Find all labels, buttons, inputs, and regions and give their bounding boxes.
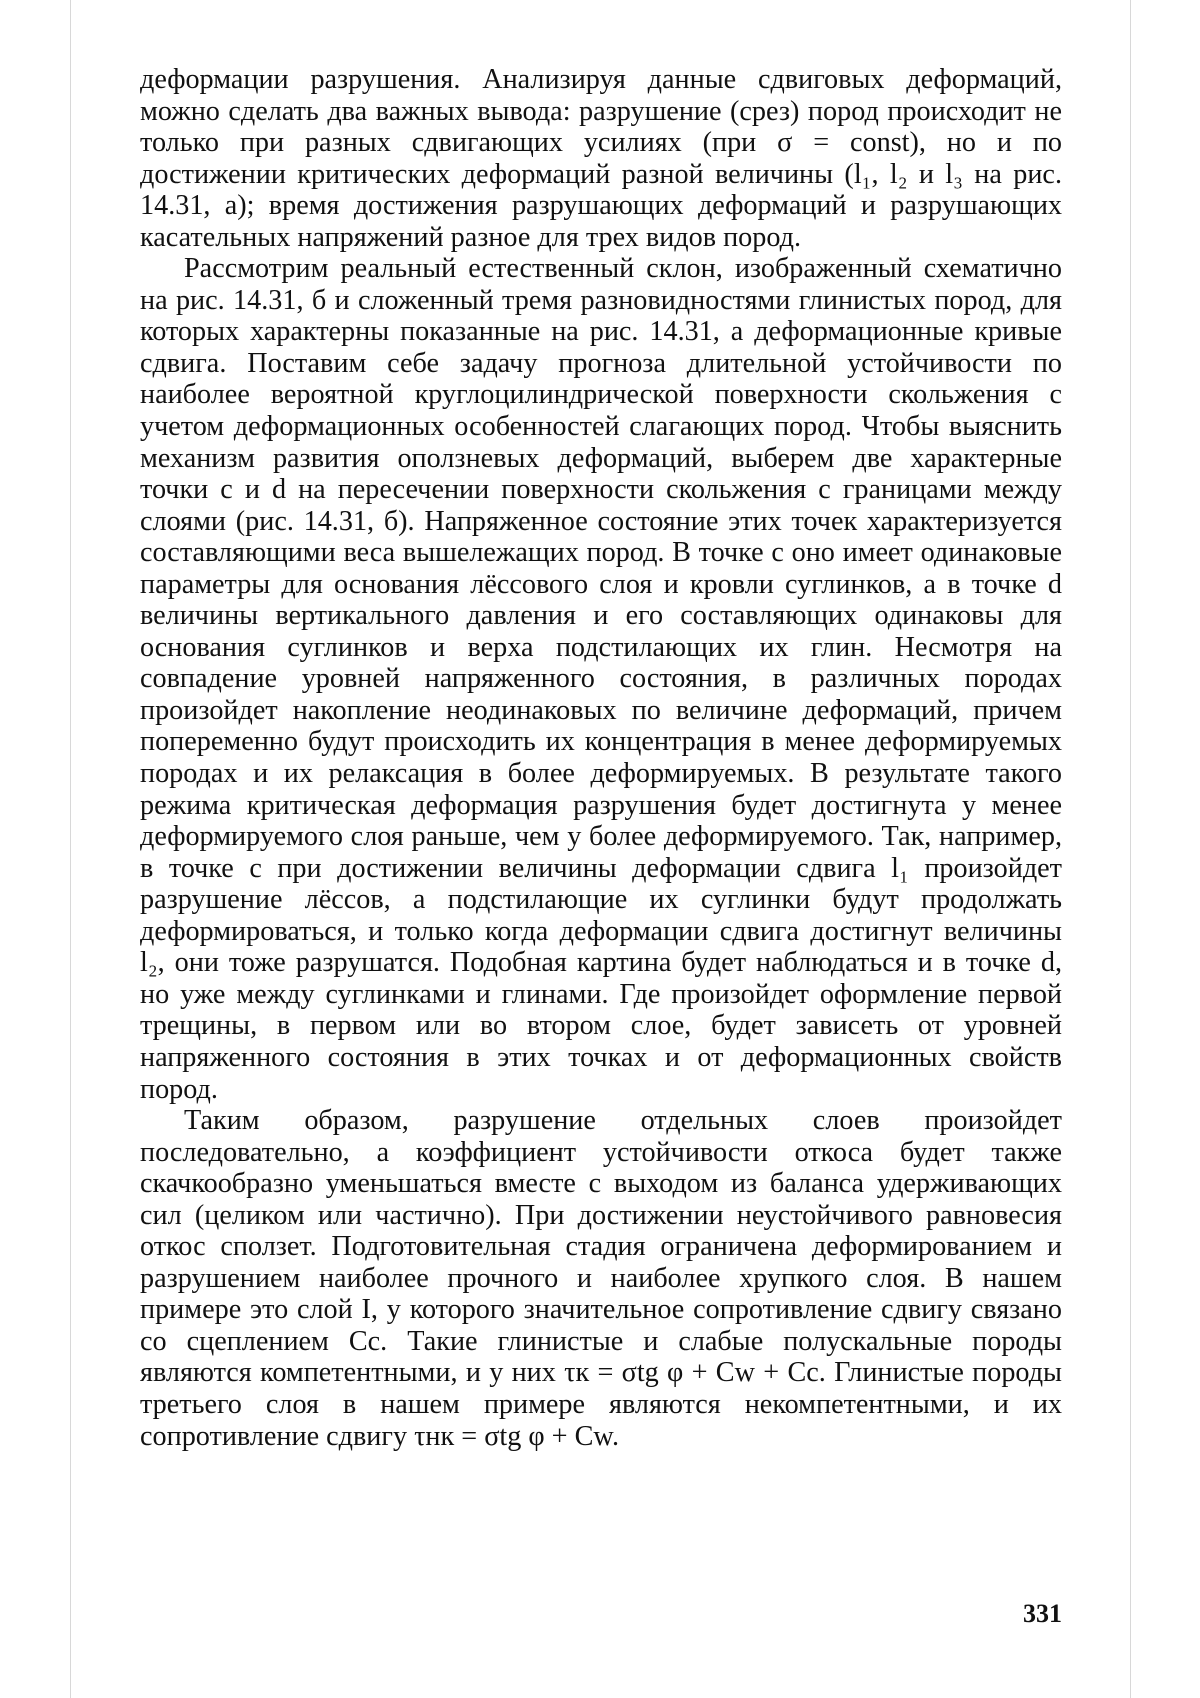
page-right-edge (1130, 0, 1131, 1698)
page-left-edge (70, 0, 71, 1698)
paragraph-3: Таким образом, разрушение отдельных слоев произойдет последовательно, а коэффициент устойчивости откоса будет также скачкообразно уменьшаться вместе с выходом из баланса удерживающих сил (целиком или частично). При достижении неустойчивого равновесия откос сползет. Подготовительная стадия ограничена деформированием и разрушением наиболее прочного и наиболее хрупкого слоя. В нашем примере это слой I, у которого значительное сопротивление сдвигу связано со сцеплением Cc. Такие глинистые и слабые полускальные породы являются компетентными, и у них τк = σtg φ + Cw + Cc. Глинистые породы третьего слоя в нашем примере являются некомпетентными, и их сопротивление сдвигу τнк = σtg φ + Cw. (140, 1105, 1062, 1452)
body-text (140, 64, 1062, 1452)
paragraph-2: Рассмотрим реальный естественный склон, изображенный схематично на рис. 14.31, б и сложенный тремя разновидностями глинистых пород, для которых характерны показанные на рис. 14.31, а деформационные кривые сдвига. Поставим себе задачу прогноза длительной устойчивости по наиболее вероятной круглоцилиндрической поверхности скольжения с учетом деформационных особенностей слагающих пород. Чтобы выяснить механизм развития оползневых деформаций, выберем две характерные точки c и d на пересечении поверхности скольжения с границами между слоями (рис. 14.31, б). Напряженное состояние этих точек характеризуется составляющими веса вышележащих пород. В точке c оно имеет одинаковые параметры для основания лёссового слоя и кровли суглинков, а в точке d величины вертикального давления и его составляющих одинаковы для основания суглинков и верха подстилающих их глин. Несмотря на совпадение уровней напряженного состояния, в различных породах произойдет накопление неодинаковых по величине деформаций, причем попеременно будут происходить их концентрация в менее деформируемых породах и их релаксация в более деформируемых. В результате такого режима критическая деформация разрушения будет достигнута у менее деформируемого слоя раньше, чем у более деформируемого. Так, например, в точке c при достижении величины деформации сдвига l₁ произойдет разрушение лёссов, а подстилающие их суглинки будут продолжать деформироваться, и только когда деформации сдвига достигнут величины l₂, они тоже разрушатся. Подобная картина будет наблюдаться и в точке d, но уже между суглинками и глинами. Где произойдет оформление первой трещины, в первом или во втором слое, будет зависеть от уровней напряженного состояния в этих точках и от деформационных свойств пород. (140, 253, 1062, 1105)
page-number: 331 (1016, 1599, 1062, 1629)
paragraph-1: деформации разрушения. Анализируя данные сдвиговых деформаций, можно сделать два важных вывода: разрушение (срез) пород происходит не только при разных сдвигающих усилиях (при σ = const), но и по достижении критических деформаций разной величины (l₁, l₂ и l₃ на рис. 14.31, а); время достижения разрушающих деформаций и разрушающих касательных напряжений разное для трех видов пород. (140, 64, 1062, 253)
